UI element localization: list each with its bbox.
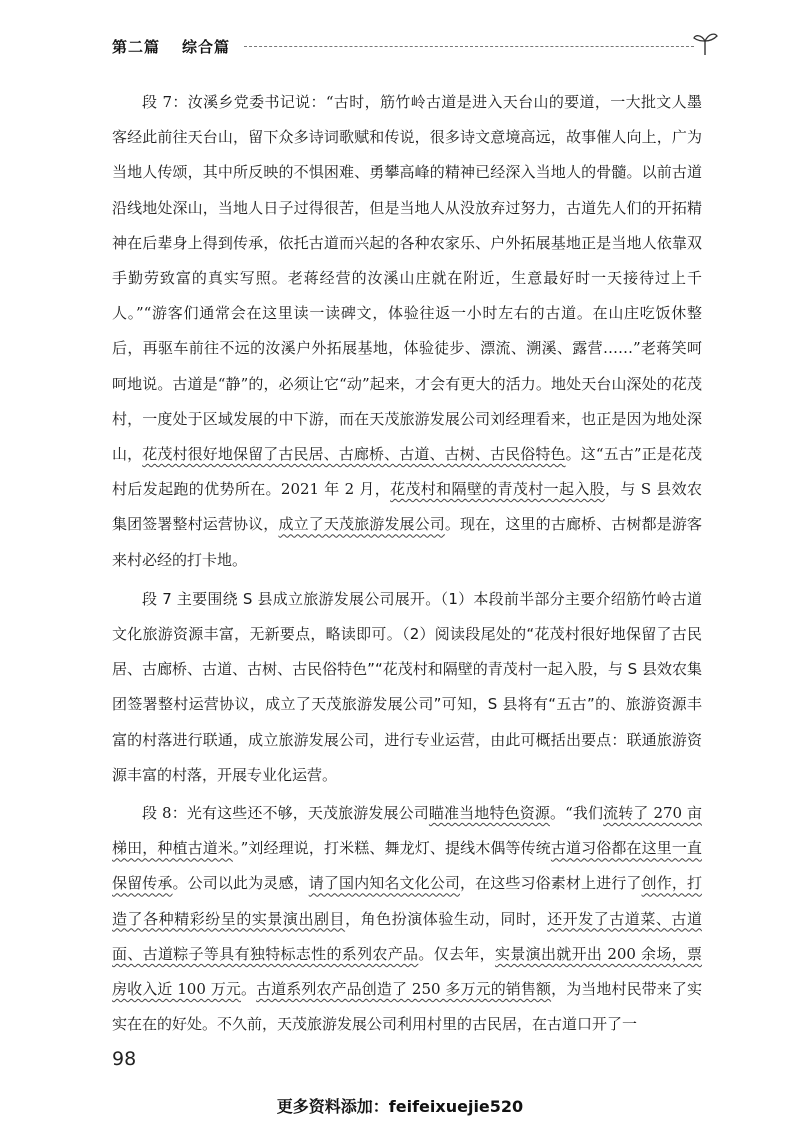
text-segment: 。公司以此为灵感， — [172, 874, 309, 893]
paragraph-8 — [112, 796, 702, 1042]
underlined-key-phrase: 流转了 270 亩梯田，种植古道米 — [112, 804, 702, 858]
text-segment: ，角色扮演体验生动，同时， — [345, 909, 548, 928]
header-part: 第二篇 — [112, 38, 161, 56]
footer-contact-note: 更多资料添加：feifeixuejie520 — [276, 1097, 524, 1116]
header-rule — [244, 46, 694, 47]
underlined-key-phrase: 请了国内知名文化公司 — [308, 874, 460, 893]
text-segment: 。”刘经理说，打米糕、舞龙灯、提线木偶等传统 — [233, 839, 551, 858]
text-segment: 段 8：光有这些还不够，天茂旅游发展公司 — [142, 804, 429, 823]
underlined-key-phrase: 创作，打造了各种精彩纷呈的实景演出剧目 — [112, 874, 702, 928]
text-segment: 。仅去年， — [418, 944, 495, 963]
text-segment: 。现在，这里的古廊桥、古树都是游客来村必经的打卡地。 — [112, 515, 702, 569]
header-section: 综合篇 — [182, 38, 231, 56]
underlined-key-phrase: 古道习俗都在这里一直保留传承 — [112, 839, 702, 893]
underlined-key-phrase: 瞄准当地特色资源 — [428, 804, 550, 823]
underlined-key-phrase: 花茂村和隔壁的青茂村一起入股 — [390, 480, 606, 499]
underlined-key-phrase: 花茂村很好地保留了古民居、古廊桥、古道、古树、古民俗特色 — [142, 445, 566, 464]
underlined-key-phrase: 成立了天茂旅游发展公司 — [278, 515, 445, 534]
header-title — [112, 36, 230, 57]
text-segment: 。“我们 — [549, 804, 604, 823]
text-segment: 。 — [240, 980, 257, 999]
underlined-key-phrase: 还开发了古道菜、古道面、古道粽子等具有独特标志性的系列农产品 — [112, 909, 702, 963]
text-segment: 段 7 主要围绕 S 县成立旅游发展公司展开。（1）本段前半部分主要介绍筋竹岭古道文化旅游资源丰富，无新要点，略读即可。（2）阅读段尾处的“花茂村很好地保留了古民居、古廊桥、古道、古树、古民俗特色”“花茂村和隔壁的青茂村一起入股，与 S 县效农集团签署整村运营协议，成立了天茂旅游发展公司”可知，S 县将有“五古”的、旅游资源丰富的村落进行联通，成立旅游发展公司，进行专业运营，由此可概括出要点：联通旅游资源丰富的村落，开展专业化运营。 — [112, 589, 702, 784]
text-segment: 段 7：汝溪乡党委书记说：“古时，筋竹岭古道是进入天台山的要道，一大批文人墨客经此前往天台山，留下众多诗词歌赋和传说，很多诗文意境高远，故事催人向上，广为当地人传颂，其中所反映的不惧困难、勇攀高峰的精神已经深入当地人的骨髓。以前古道沿线地处深山，当地人日子过得很苦，但是当地人从没放弃过努力，古道先人们的开拓精神在后辈身上得到传承，依托古道而兴起的各种农家乐、户外拓展基地正是当地人依靠双手勤劳致富的真实写照。老蒋经营的汝溪山庄就在附近，生意最好时一天接待过上千人。”“游客们通常会在这里读一读碑文，体验往返一小时左右的古道。在山庄吃饭休整后，再驱车前往不远的汝溪户外拓展基地，体验徒步、漂流、溯溪、露营……”老蒋笑呵呵地说。古道是“静”的，必须让它“动”起来，才会有更大的活力。地处天台山深处的花茂村，一度处于区域发展的中下游，而在天茂旅游发展公司刘经理看来，也正是因为地处深山， — [112, 93, 702, 464]
body-text — [112, 85, 702, 1042]
text-segment: 。这“五古”正是花茂村后发起跑的优势所在。2021 年 2 月， — [112, 445, 702, 499]
paragraph-7 — [112, 85, 702, 578]
underlined-key-phrase: 实景演出就开出 200 余场，票房收入近 100 万元 — [112, 944, 702, 999]
sprout-icon — [690, 28, 720, 58]
text-segment: ，为当地村民带来了实实在在的好处。不久前，天茂旅游发展公司利用村里的古民居，在古道口开了一 — [112, 980, 702, 1034]
analysis-paragraph-7 — [112, 582, 702, 793]
page-number: 98 — [112, 1048, 137, 1070]
underlined-key-phrase: 古道系列农产品创造了 250 多万元的销售额 — [256, 980, 552, 999]
page-header — [112, 24, 712, 64]
text-segment: ，与 S 县效农集团签署整村运营协议， — [112, 480, 702, 534]
text-segment: ，在这些习俗素材上进行了 — [460, 874, 642, 893]
